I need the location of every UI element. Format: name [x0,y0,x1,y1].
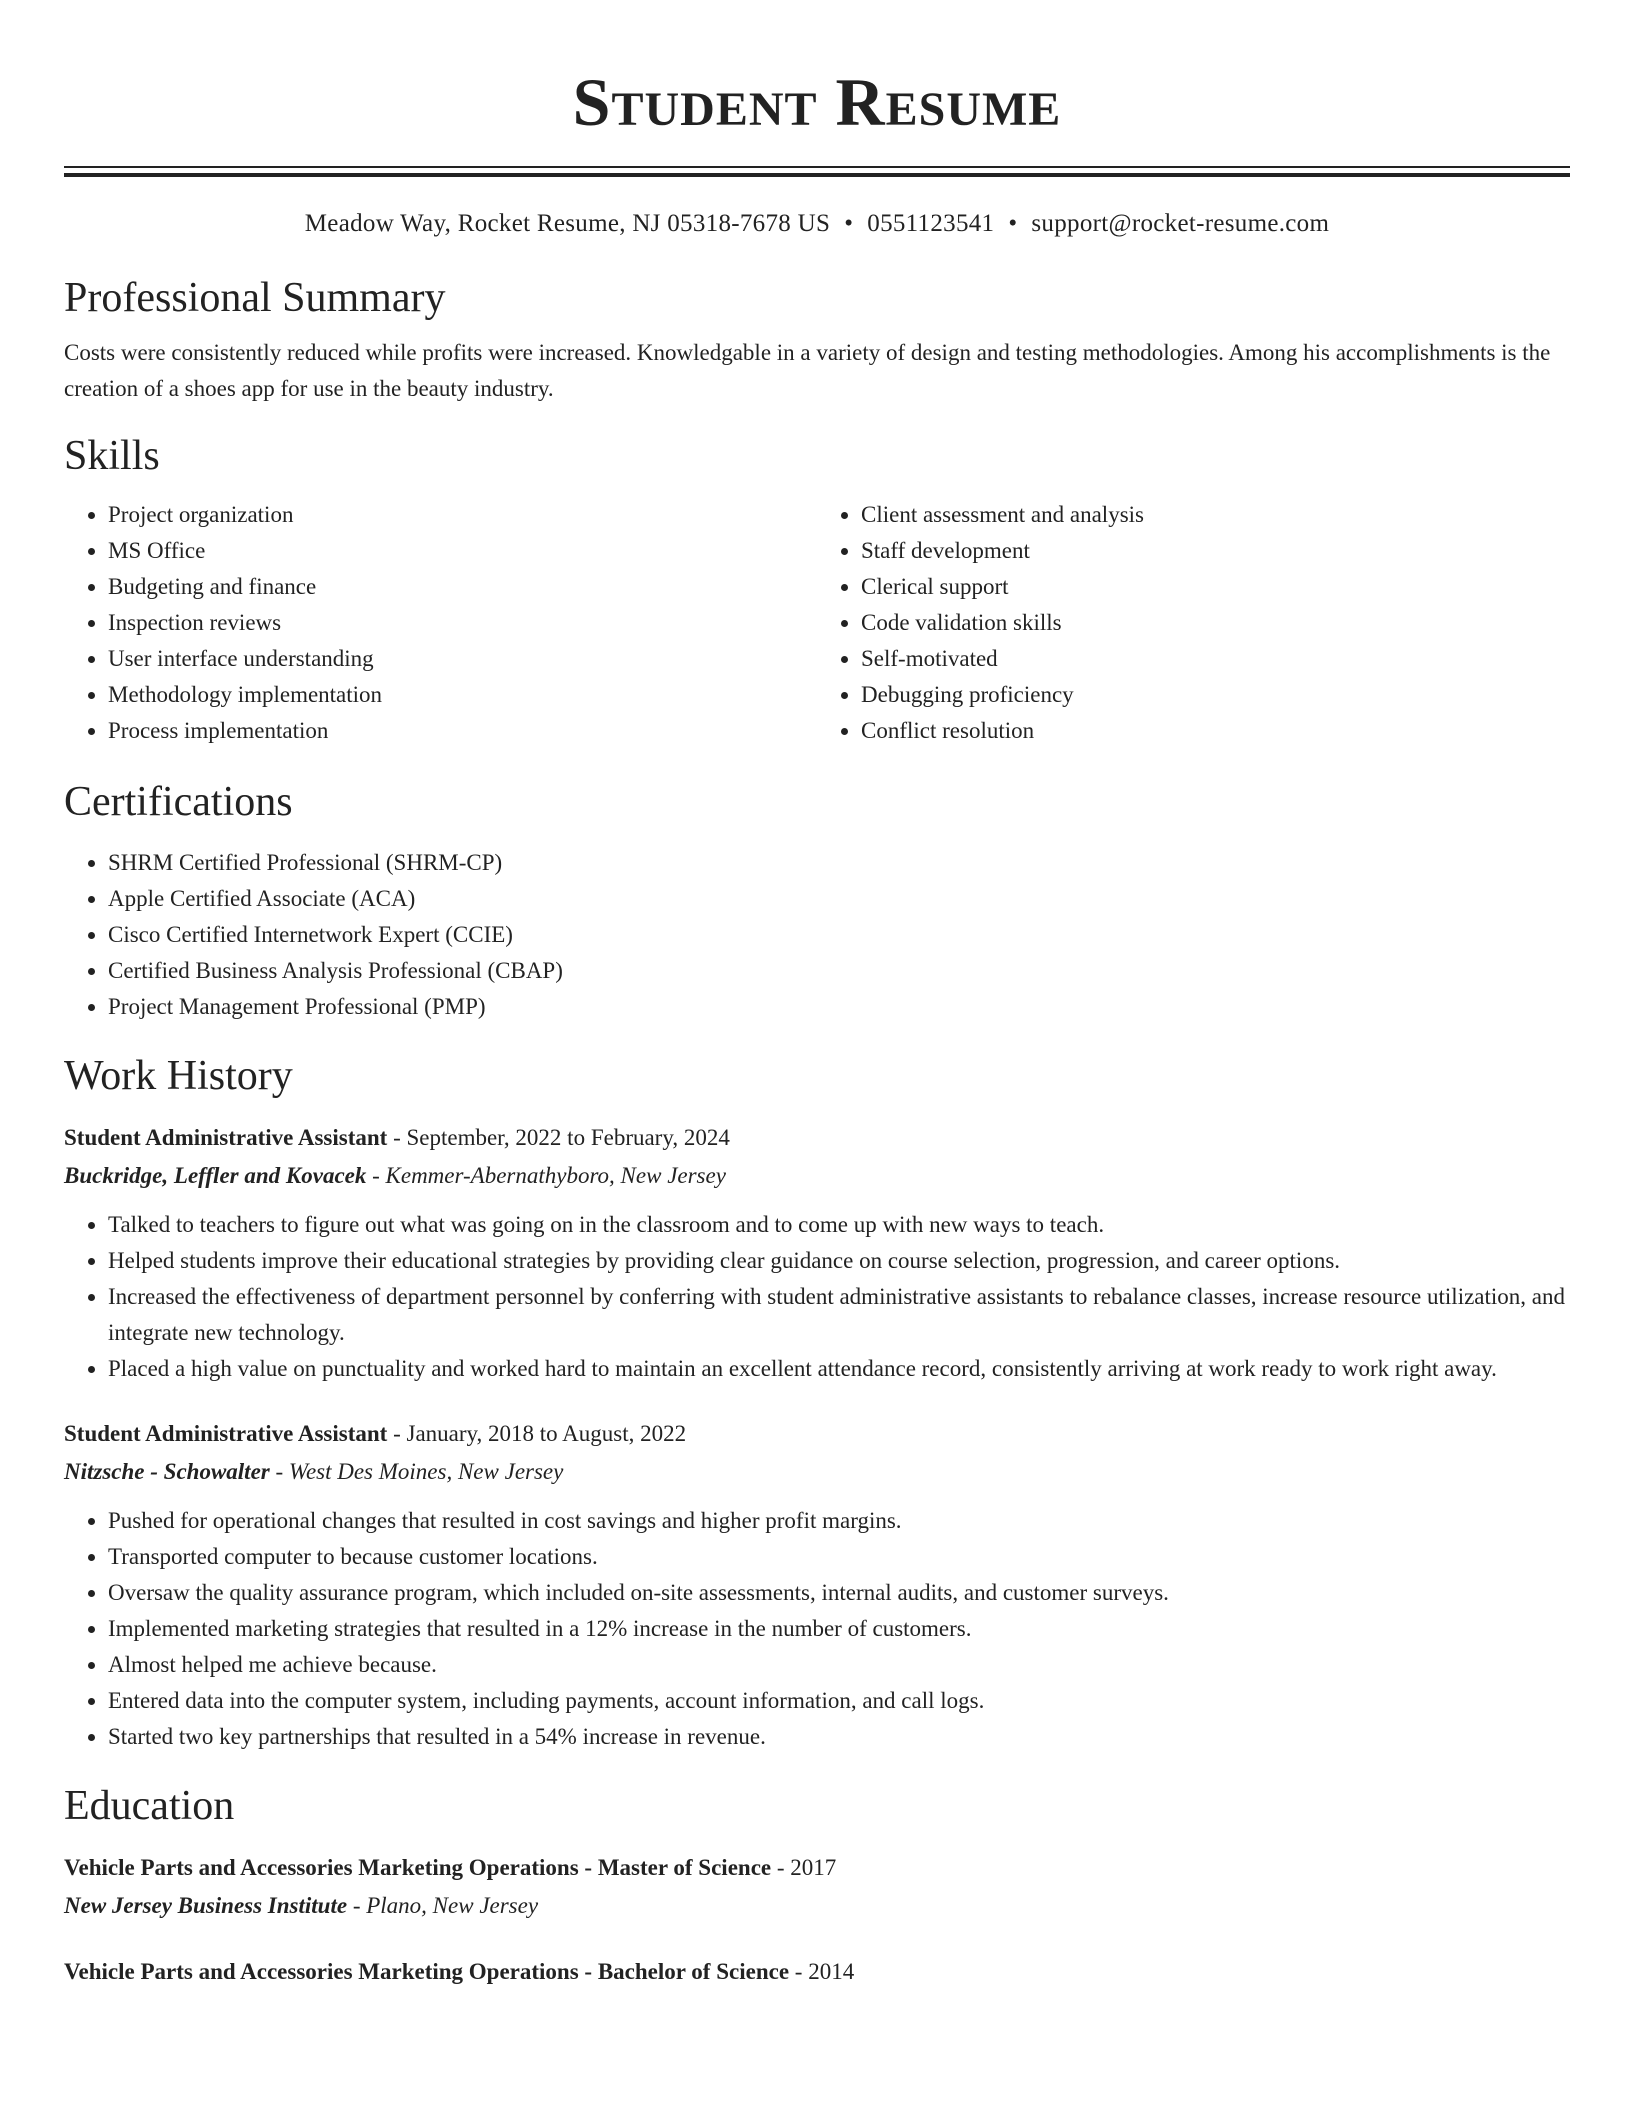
job-bullet: • Transported computer to because customer locations. [108,1539,1570,1575]
company-location: - Kemmer-Abernathyboro, New Jersey [366,1163,726,1188]
company-line [64,1157,1570,1195]
section-heading-education: Education [64,1783,235,1829]
job-bullets [64,1503,1570,1755]
skill-item: • Conflict resolution [861,713,1570,749]
job-bullet: • Almost helped me achieve because. [108,1647,1570,1683]
job-bullet: • Increased the effectiveness of department personnel by conferring with student administrative assistants to rebalance classes, increase resource utilization, and integrate new technology. [108,1279,1570,1351]
job-dates: - September, 2022 to February, 2024 [387,1125,730,1150]
certification-item: • Cisco Certified Internetwork Expert (CCIE) [108,917,1570,953]
job-title: Student Administrative Assistant [64,1125,388,1150]
skills-list-right [817,497,1570,749]
certification-item: • Apple Certified Associate (ACA) [108,881,1570,917]
certifications-list [64,845,1570,1025]
skill-item: • MS Office [108,533,817,569]
education-degree: Vehicle Parts and Accessories Marketing Operations - Bachelor of Science [64,1959,790,1984]
job-bullet: • Placed a high value on punctuality and worked hard to maintain an excellent attendance record, consistently arriving at work ready to work right away. [108,1351,1570,1387]
company-location: - West Des Moines, New Jersey [269,1459,564,1484]
job-bullet: • Implemented marketing strategies that resulted in a 12% increase in the number of customers. [108,1611,1570,1647]
education-degree-line [64,1953,1570,1991]
skill-item: • Staff development [861,533,1570,569]
education-school: New Jersey Business Institute [64,1893,348,1918]
job-bullet: • Oversaw the quality assurance program, which included on-site assessments, internal audits, and customer surveys. [108,1575,1570,1611]
skill-item: • Client assessment and analysis [861,497,1570,533]
education-school-line [64,1887,1570,1925]
company-line [64,1453,1570,1491]
skills-columns [64,497,1570,749]
skills-list-left [64,497,817,749]
section-heading-work-history: Work History [64,1053,293,1099]
job-entry [64,1119,1570,1387]
resume-page [64,0,1570,1991]
skill-item: • Process implementation [108,713,817,749]
section-heading-skills: Skills [64,433,160,479]
job-title: Student Administrative Assistant [64,1421,388,1446]
contact-separator: • [1008,210,1018,237]
job-title-line [64,1415,1570,1453]
company-name: Nitzsche - Schowalter [64,1459,270,1484]
certification-item: • SHRM Certified Professional (SHRM-CP) [108,845,1570,881]
job-bullet: • Started two key partnerships that resulted in a 54% increase in revenue. [108,1719,1570,1755]
contact-line [64,207,1570,241]
section-heading-certifications: Certifications [64,779,293,825]
skill-item: • Methodology implementation [108,677,817,713]
job-bullet: • Pushed for operational changes that resulted in cost savings and higher profit margins. [108,1503,1570,1539]
education-entry [64,1849,1570,1925]
job-bullet: • Helped students improve their educational strategies by providing clear guidance on course selection, progression, and career options. [108,1243,1570,1279]
title-divider-thick [64,173,1570,177]
contact-email: support@rocket-resume.com [1031,210,1330,237]
resume-title: Student Resume [572,64,1062,140]
skill-item: • Code validation skills [861,605,1570,641]
skill-item: • User interface understanding [108,641,817,677]
job-bullet: • Entered data into the computer system, including payments, account information, and call logs. [108,1683,1570,1719]
skill-item: • Inspection reviews [108,605,817,641]
education-year: - 2017 [771,1855,837,1880]
job-bullets [64,1207,1570,1387]
contact-phone: 0551123541 [867,210,995,237]
contact-separator: • [844,210,854,237]
company-name: Buckridge, Leffler and Kovacek [64,1163,367,1188]
job-entry [64,1415,1570,1755]
education-entry [64,1953,1570,1991]
education-location: - Plano, New Jersey [347,1893,539,1918]
skill-item: • Self-motivated [861,641,1570,677]
title-divider-thin [64,166,1570,168]
job-bullet: • Talked to teachers to figure out what was going on in the classroom and to come up with new ways to teach. [108,1207,1570,1243]
certification-item: • Certified Business Analysis Professional (CBAP) [108,953,1570,989]
skill-item: • Debugging proficiency [861,677,1570,713]
education-year: - 2014 [789,1959,855,1984]
contact-address: Meadow Way, Rocket Resume, NJ 05318-7678 US [304,210,831,237]
job-dates: - January, 2018 to August, 2022 [387,1421,687,1446]
skill-item: • Budgeting and finance [108,569,817,605]
skill-item: • Clerical support [861,569,1570,605]
education-degree: Vehicle Parts and Accessories Marketing Operations - Master of Science [64,1855,772,1880]
education-degree-line [64,1849,1570,1887]
section-heading-summary: Professional Summary [64,275,446,321]
skill-item: • Project organization [108,497,817,533]
certification-item: • Project Management Professional (PMP) [108,989,1570,1025]
summary-text: Costs were consistently reduced while profits were increased. Knowledgable in a variety of design and testing methodologies. Among his accomplishments is the creation of a shoes app for use in the beauty industry. [64,340,1551,401]
job-title-line [64,1119,1570,1157]
